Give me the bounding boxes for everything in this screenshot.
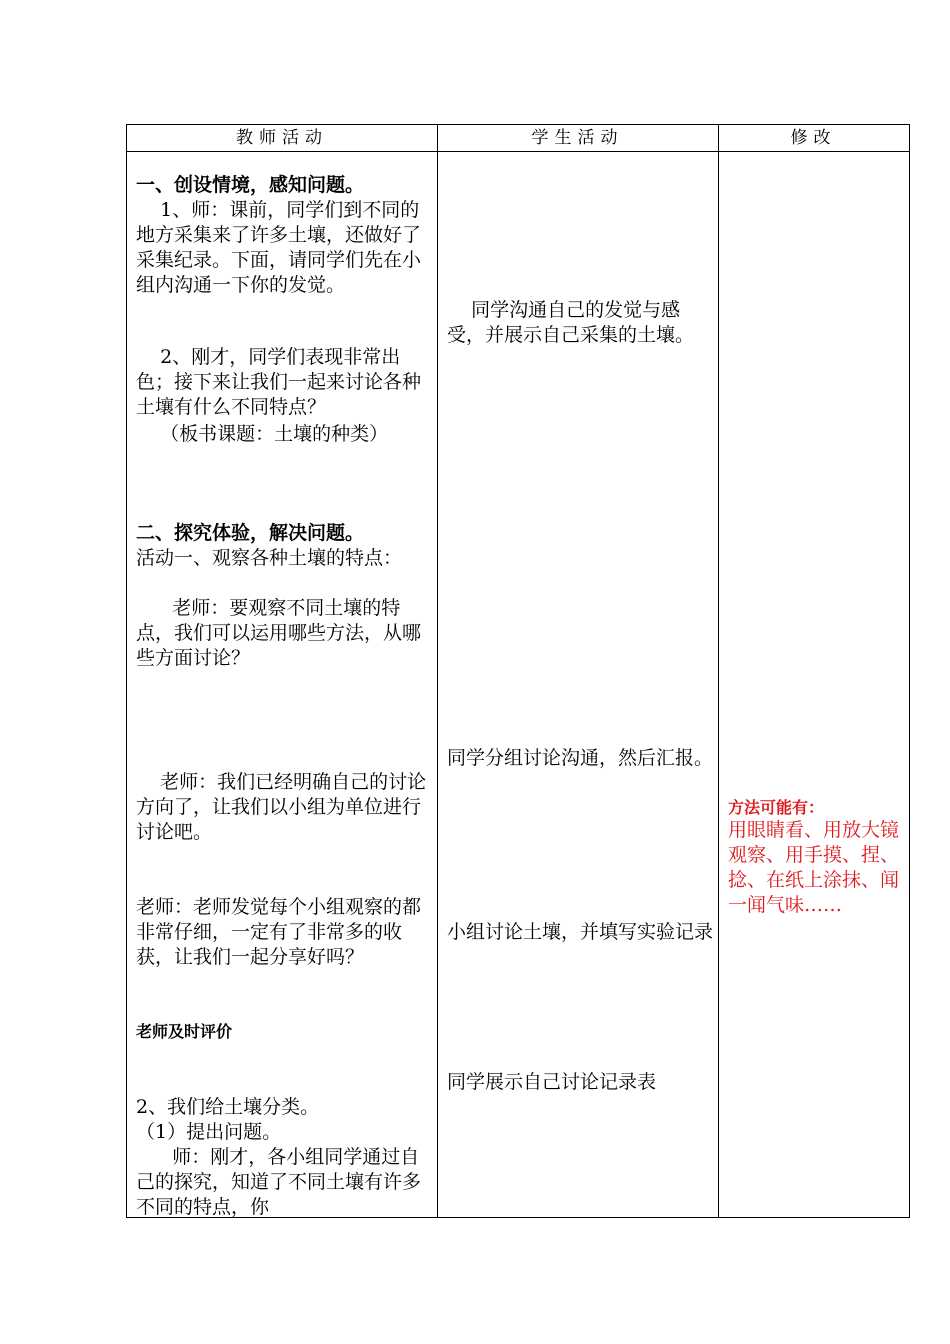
teacher-paragraph-2: 2、刚才，同学们表现非常出色；接下来让我们一起来讨论各种土壤有什么不同特点？ — [136, 346, 422, 418]
student-activity-2: 同学分组讨论沟通，然后汇报。 — [447, 747, 714, 769]
student-activity-3: 小组讨论土壤，并填写实验记录 — [447, 921, 714, 943]
teacher-paragraph-6: 老师：老师发觉每个小组观察的都非常仔细，一定有了非常多的收获，让我们一起分享好吗？ — [136, 896, 422, 968]
student-activity-4: 同学展示自己讨论记录表 — [447, 1071, 657, 1093]
teacher-paragraph-9: 师：刚才，各小组同学通过自己的探究，知道了不同土壤有许多不同的特点，你 — [136, 1146, 422, 1218]
column-divider — [718, 125, 719, 1217]
header-revision: 修改 — [790, 128, 837, 148]
teacher-paragraph-1: 1、师：课前，同学们到不同的地方采集来了许多土壤，还做好了采集纪录。下面，请同学们先在小组内沟通一下你的发觉。 — [136, 199, 422, 296]
header-teacher-activity: 教师活动 — [236, 128, 328, 148]
section2-title: 二、探究体验，解决问题。 — [136, 522, 365, 544]
header-student-activity: 学生活动 — [531, 128, 624, 148]
teacher-paragraph-4: 老师：要观察不同土壤的特点，我们可以运用哪些方法，从哪些方面讨论？ — [136, 597, 422, 669]
header-divider — [127, 151, 909, 152]
column-divider — [437, 125, 438, 1217]
lesson-plan-table — [126, 124, 910, 1218]
student-activity-1: 同学沟通自己的发觉与感受，并展示自己采集的土壤。 — [447, 299, 695, 346]
teacher-paragraph-5: 老师：我们已经明确自己的讨论方向了，让我们以小组为单位进行讨论吧。 — [136, 771, 427, 843]
section1-title: 一、创设情境，感知问题。 — [136, 174, 365, 196]
revision-title: 方法可能有： — [728, 798, 825, 817]
teacher-evaluation: 老师及时评价 — [136, 1022, 233, 1041]
revision-methods: 用眼睛看、用放大镜观察、用手摸、捏、捻、在纸上涂抹、闻一闻气味…… — [728, 819, 900, 916]
teacher-paragraph-3: （板书课题：土壤的种类） — [136, 423, 389, 445]
teacher-paragraph-8: （1）提出问题。 — [136, 1121, 282, 1143]
teacher-paragraph-7: 2、我们给土壤分类。 — [136, 1096, 320, 1118]
activity-1: 活动一、观察各种土壤的特点： — [136, 547, 403, 569]
